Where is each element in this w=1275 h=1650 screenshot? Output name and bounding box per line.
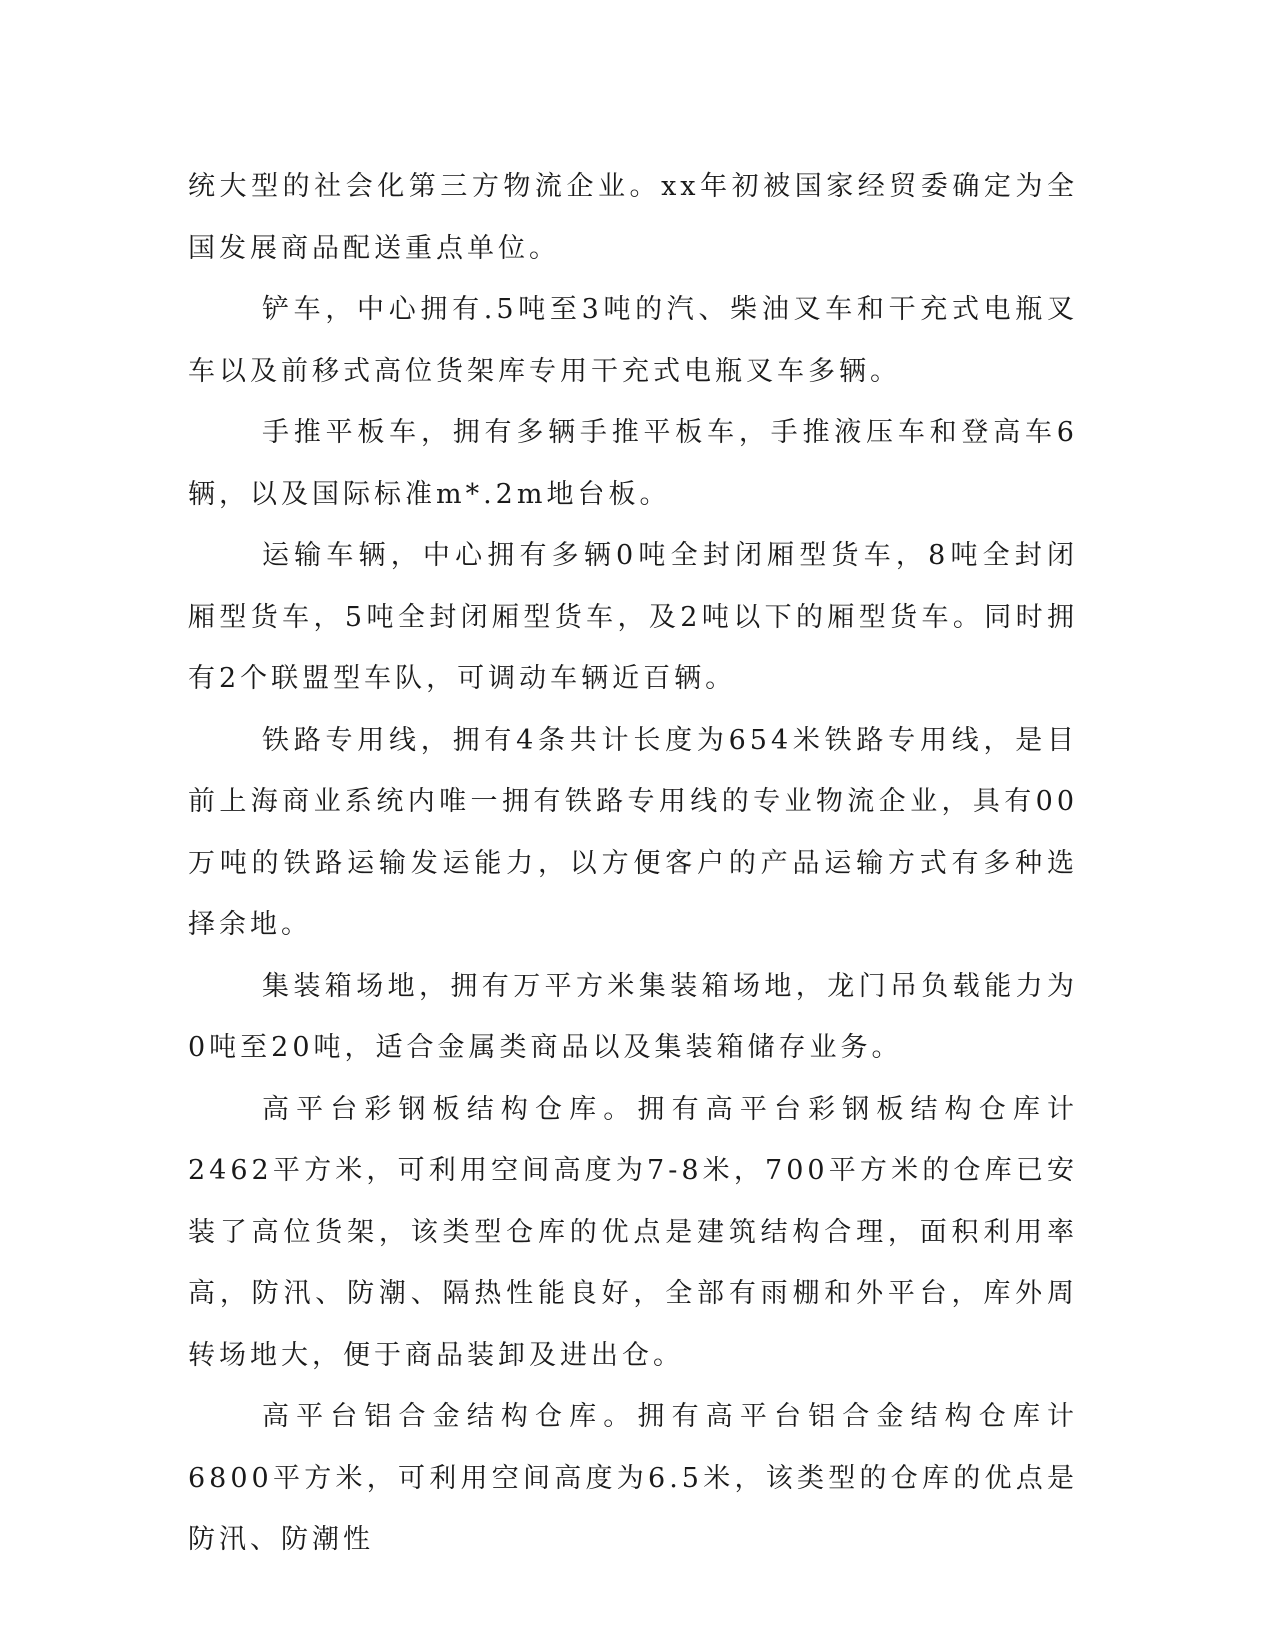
paragraph-railway-line: 铁路专用线，拥有4条共计长度为654米铁路专用线，是目前上海商业系统内唯一拥有铁路专用线的专业物流企业，具有00万吨的铁路运输发运能力，以方便客户的产品运输方式有多种选择余地。 xyxy=(188,724,1078,940)
paragraph-container-yard: 集装箱场地，拥有万平方米集装箱场地，龙门吊负载能力为0吨至20吨，适合金属类商品以及集装箱储存业务。 xyxy=(188,970,1078,1063)
paragraph-steel-warehouse: 高平台彩钢板结构仓库。拥有高平台彩钢板结构仓库计2462平方米，可利用空间高度为7-8米，700平方米的仓库已安装了高位货架，该类型仓库的优点是建筑结构合理，面积利用率高，防汛、防潮、隔热性能良好，全部有雨棚和外平台，库外周转场地大，便于商品装卸及进出仓。 xyxy=(188,1093,1078,1371)
paragraph-transport-vehicles: 运输车辆，中心拥有多辆0吨全封闭厢型货车，8吨全封闭厢型货车，5吨全封闭厢型货车，及2吨以下的厢型货车。同时拥有2个联盟型车队，可调动车辆近百辆。 xyxy=(188,540,1078,694)
document-body xyxy=(188,156,1078,1571)
paragraph-forklifts: 铲车，中心拥有.5吨至3吨的汽、柴油叉车和干充式电瓶叉车以及前移式高位货架库专用干充式电瓶叉车多辆。 xyxy=(188,294,1078,387)
paragraph-hand-carts: 手推平板车，拥有多辆手推平板车，手推液压车和登高车6辆，以及国际标准m*.2m地台板。 xyxy=(188,417,1078,510)
paragraph-intro: 统大型的社会化第三方物流企业。xx年初被国家经贸委确定为全国发展商品配送重点单位。 xyxy=(188,171,1078,264)
paragraph-aluminum-warehouse: 高平台铝合金结构仓库。拥有高平台铝合金结构仓库计6800平方米，可利用空间高度为6.5米，该类型的仓库的优点是防汛、防潮性 xyxy=(188,1401,1078,1555)
